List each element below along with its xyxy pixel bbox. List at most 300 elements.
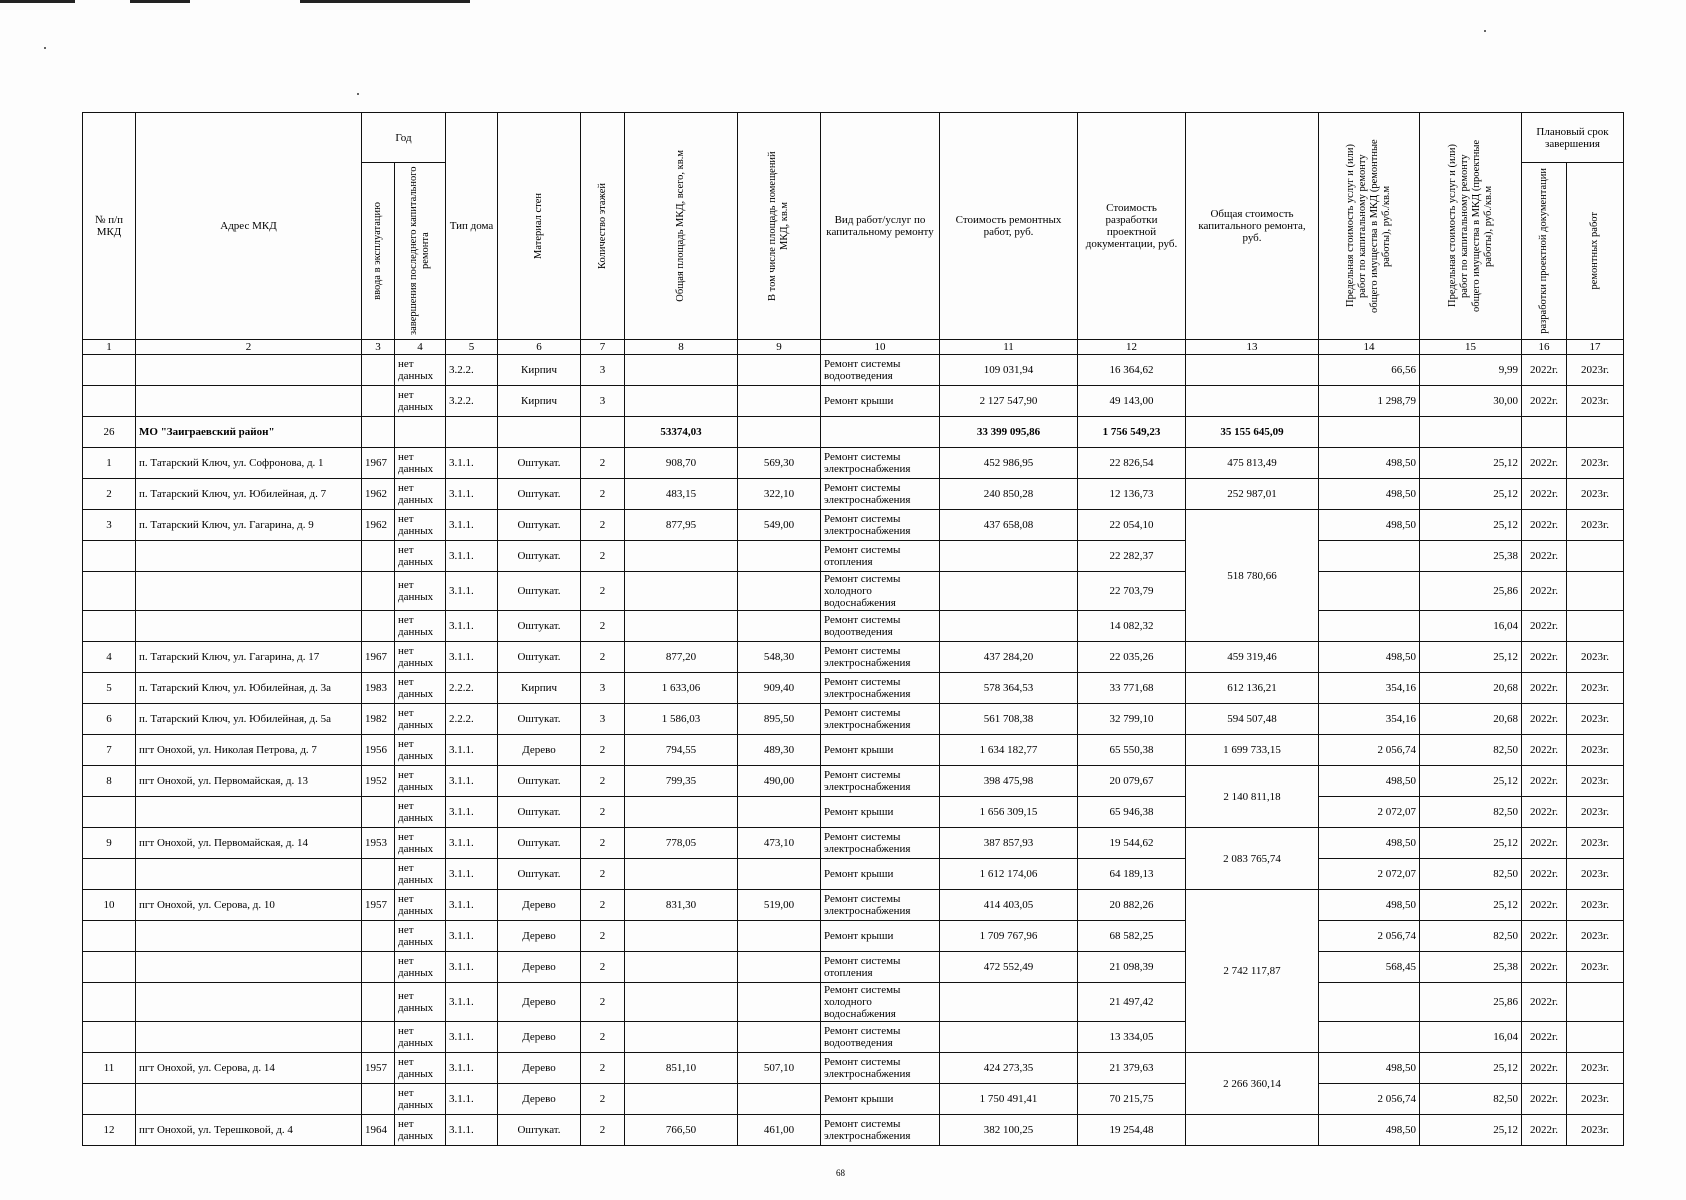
row-deadline-repair: 2023г. — [1567, 1053, 1624, 1084]
row-total-area — [625, 572, 738, 611]
table-row — [83, 921, 1624, 952]
column-number: 10 — [821, 340, 940, 355]
header-year-commissioning: ввода в эксплуатацию — [362, 163, 395, 340]
row-design-cost: 12 136,73 — [1078, 479, 1186, 510]
row-limit-repair: 498,50 — [1319, 1053, 1420, 1084]
header-premises-area: В том числе площадь помещений МКД, кв.м — [738, 113, 821, 340]
row-deadline-design: 2022г. — [1522, 1022, 1567, 1053]
row-work-type: Ремонт системы электроснабжения — [821, 828, 940, 859]
row-year-last-repair: нет данных — [395, 921, 446, 952]
row-deadline-repair: 2023г. — [1567, 448, 1624, 479]
column-number: 5 — [446, 340, 498, 355]
column-number: 9 — [738, 340, 821, 355]
row-house-type: 2.2.2. — [446, 673, 498, 704]
row-deadline-design: 2022г. — [1522, 890, 1567, 921]
row-number: 2 — [83, 479, 136, 510]
row-address — [136, 1084, 362, 1115]
row-repair-cost: 398 475,98 — [940, 766, 1078, 797]
scan-speck — [1484, 30, 1486, 32]
row-total-area: 53374,03 — [625, 417, 738, 448]
header-deadline-group: Плановый срок завершения — [1522, 113, 1624, 163]
row-floors: 2 — [581, 952, 625, 983]
row-repair-cost: 33 399 095,86 — [940, 417, 1078, 448]
table-row — [83, 735, 1624, 766]
row-number: 8 — [83, 766, 136, 797]
row-total-cost: 2 742 117,87 — [1186, 890, 1319, 1053]
row-house-type: 3.1.1. — [446, 611, 498, 642]
row-limit-repair: 354,16 — [1319, 673, 1420, 704]
column-number: 14 — [1319, 340, 1420, 355]
row-total-cost — [1186, 386, 1319, 417]
row-deadline-repair — [1567, 611, 1624, 642]
table-row — [83, 983, 1624, 1022]
row-design-cost: 16 364,62 — [1078, 355, 1186, 386]
row-work-type: Ремонт системы электроснабжения — [821, 766, 940, 797]
row-total-area: 799,35 — [625, 766, 738, 797]
row-repair-cost: 561 708,38 — [940, 704, 1078, 735]
row-floors: 2 — [581, 766, 625, 797]
row-total-area: 877,95 — [625, 510, 738, 541]
row-year-commissioned: 1962 — [362, 479, 395, 510]
row-floors: 2 — [581, 983, 625, 1022]
row-deadline-repair — [1567, 541, 1624, 572]
table-row — [83, 355, 1624, 386]
row-total-cost: 2 140 811,18 — [1186, 766, 1319, 828]
row-total-area — [625, 611, 738, 642]
row-year-last-repair: нет данных — [395, 355, 446, 386]
row-total-area — [625, 921, 738, 952]
row-limit-design: 82,50 — [1420, 797, 1522, 828]
header-limit-design: Предельная стоимость услуг и (или) работ по капитальному ремонту общего имущества в МКД (проектные работы), руб./кв.м — [1420, 113, 1522, 340]
row-total-area: 778,05 — [625, 828, 738, 859]
column-number: 16 — [1522, 340, 1567, 355]
row-deadline-repair: 2023г. — [1567, 386, 1624, 417]
row-house-type: 3.1.1. — [446, 1084, 498, 1115]
row-deadline-repair: 2023г. — [1567, 890, 1624, 921]
row-design-cost: 21 098,39 — [1078, 952, 1186, 983]
row-year-last-repair: нет данных — [395, 766, 446, 797]
row-deadline-repair: 2023г. — [1567, 704, 1624, 735]
row-work-type: Ремонт системы электроснабжения — [821, 1053, 940, 1084]
row-design-cost: 32 799,10 — [1078, 704, 1186, 735]
row-work-type: Ремонт системы электроснабжения — [821, 448, 940, 479]
row-total-cost: 475 813,49 — [1186, 448, 1319, 479]
row-floors: 2 — [581, 1084, 625, 1115]
row-floors: 3 — [581, 673, 625, 704]
row-floors: 2 — [581, 1115, 625, 1146]
scan-speck — [44, 47, 46, 49]
header-design-cost: Стоимость разработки проектной документации, руб. — [1078, 113, 1186, 340]
column-number: 2 — [136, 340, 362, 355]
row-number: 11 — [83, 1053, 136, 1084]
row-total-cost: 1 699 733,15 — [1186, 735, 1319, 766]
row-design-cost: 33 771,68 — [1078, 673, 1186, 704]
row-deadline-repair: 2023г. — [1567, 673, 1624, 704]
row-number: 1 — [83, 448, 136, 479]
row-wall-material: Кирпич — [498, 386, 581, 417]
row-house-type: 3.1.1. — [446, 952, 498, 983]
row-deadline-design: 2022г. — [1522, 510, 1567, 541]
row-wall-material: Оштукат. — [498, 448, 581, 479]
row-deadline-design: 2022г. — [1522, 673, 1567, 704]
header-year-group: Год — [362, 113, 446, 163]
column-number: 4 — [395, 340, 446, 355]
row-floors — [581, 417, 625, 448]
row-premises-area — [738, 797, 821, 828]
row-number — [83, 1022, 136, 1053]
row-work-type: Ремонт крыши — [821, 921, 940, 952]
row-deadline-repair — [1567, 572, 1624, 611]
row-limit-design: 25,12 — [1420, 510, 1522, 541]
row-year-commissioned — [362, 859, 395, 890]
row-design-cost: 22 054,10 — [1078, 510, 1186, 541]
row-year-commissioned: 1957 — [362, 890, 395, 921]
row-repair-cost — [940, 572, 1078, 611]
row-total-area — [625, 1022, 738, 1053]
row-total-area: 1 633,06 — [625, 673, 738, 704]
table-row — [83, 541, 1624, 572]
row-wall-material: Дерево — [498, 1022, 581, 1053]
row-limit-design: 16,04 — [1420, 1022, 1522, 1053]
row-wall-material: Оштукат. — [498, 828, 581, 859]
row-limit-design: 25,12 — [1420, 1053, 1522, 1084]
row-year-last-repair: нет данных — [395, 1084, 446, 1115]
row-work-type: Ремонт системы водоотведения — [821, 355, 940, 386]
row-floors: 2 — [581, 572, 625, 611]
row-house-type: 3.1.1. — [446, 1115, 498, 1146]
row-total-cost — [1186, 1115, 1319, 1146]
row-address: пгт Онохой, ул. Терешковой, д. 4 — [136, 1115, 362, 1146]
row-repair-cost — [940, 541, 1078, 572]
row-limit-repair: 2 072,07 — [1319, 859, 1420, 890]
row-design-cost: 49 143,00 — [1078, 386, 1186, 417]
row-limit-design: 25,12 — [1420, 1115, 1522, 1146]
row-address — [136, 572, 362, 611]
row-address — [136, 1022, 362, 1053]
row-limit-repair: 2 056,74 — [1319, 735, 1420, 766]
row-premises-area: 519,00 — [738, 890, 821, 921]
table-row — [83, 448, 1624, 479]
row-limit-design: 25,12 — [1420, 479, 1522, 510]
row-total-area — [625, 952, 738, 983]
row-house-type: 3.1.1. — [446, 735, 498, 766]
row-design-cost: 14 082,32 — [1078, 611, 1186, 642]
row-year-last-repair: нет данных — [395, 1053, 446, 1084]
row-deadline-design: 2022г. — [1522, 1084, 1567, 1115]
row-total-cost: 252 987,01 — [1186, 479, 1319, 510]
row-year-commissioned — [362, 797, 395, 828]
row-deadline-repair: 2023г. — [1567, 642, 1624, 673]
row-floors: 2 — [581, 510, 625, 541]
row-number: 12 — [83, 1115, 136, 1146]
row-number: 4 — [83, 642, 136, 673]
row-limit-repair — [1319, 611, 1420, 642]
row-floors: 2 — [581, 642, 625, 673]
row-repair-cost: 452 986,95 — [940, 448, 1078, 479]
row-year-commissioned — [362, 572, 395, 611]
row-wall-material: Оштукат. — [498, 859, 581, 890]
header-total-area: Общая площадь МКД, всего, кв.м — [625, 113, 738, 340]
row-deadline-repair: 2023г. — [1567, 510, 1624, 541]
row-total-area — [625, 859, 738, 890]
row-address: МО "Заиграевский район" — [136, 417, 362, 448]
column-number: 8 — [625, 340, 738, 355]
row-premises-area — [738, 921, 821, 952]
row-floors: 2 — [581, 890, 625, 921]
row-limit-repair: 498,50 — [1319, 642, 1420, 673]
row-floors: 2 — [581, 797, 625, 828]
row-design-cost: 22 703,79 — [1078, 572, 1186, 611]
row-wall-material: Оштукат. — [498, 541, 581, 572]
row-premises-area: 895,50 — [738, 704, 821, 735]
row-premises-area — [738, 355, 821, 386]
row-repair-cost: 2 127 547,90 — [940, 386, 1078, 417]
row-year-commissioned — [362, 355, 395, 386]
row-design-cost: 21 497,42 — [1078, 983, 1186, 1022]
row-limit-design: 20,68 — [1420, 673, 1522, 704]
row-design-cost: 22 826,54 — [1078, 448, 1186, 479]
row-year-last-repair: нет данных — [395, 572, 446, 611]
row-floors: 2 — [581, 448, 625, 479]
row-deadline-design: 2022г. — [1522, 921, 1567, 952]
row-address — [136, 355, 362, 386]
row-limit-repair: 354,16 — [1319, 704, 1420, 735]
row-deadline-design: 2022г. — [1522, 479, 1567, 510]
row-limit-repair: 66,56 — [1319, 355, 1420, 386]
page-number: 68 — [836, 1168, 845, 1178]
row-number: 6 — [83, 704, 136, 735]
row-year-last-repair: нет данных — [395, 828, 446, 859]
row-wall-material: Оштукат. — [498, 479, 581, 510]
column-number: 11 — [940, 340, 1078, 355]
row-address: п. Татарский Ключ, ул. Гагарина, д. 17 — [136, 642, 362, 673]
table-row — [83, 1084, 1624, 1115]
row-limit-design: 82,50 — [1420, 859, 1522, 890]
row-repair-cost: 472 552,49 — [940, 952, 1078, 983]
row-house-type: 3.1.1. — [446, 642, 498, 673]
column-number: 15 — [1420, 340, 1522, 355]
header-house-type: Тип дома — [446, 113, 498, 340]
row-house-type: 3.1.1. — [446, 828, 498, 859]
table-row — [83, 797, 1624, 828]
row-total-area: 1 586,03 — [625, 704, 738, 735]
row-work-type: Ремонт системы электроснабжения — [821, 642, 940, 673]
row-repair-cost — [940, 611, 1078, 642]
row-number: 5 — [83, 673, 136, 704]
row-address — [136, 541, 362, 572]
row-repair-cost: 1 750 491,41 — [940, 1084, 1078, 1115]
row-wall-material: Оштукат. — [498, 704, 581, 735]
row-deadline-design: 2022г. — [1522, 766, 1567, 797]
row-number — [83, 386, 136, 417]
row-repair-cost: 414 403,05 — [940, 890, 1078, 921]
row-deadline-repair: 2023г. — [1567, 921, 1624, 952]
row-wall-material: Кирпич — [498, 355, 581, 386]
row-house-type: 3.1.1. — [446, 766, 498, 797]
row-address: п. Татарский Ключ, ул. Юбилейная, д. 3а — [136, 673, 362, 704]
row-deadline-design: 2022г. — [1522, 541, 1567, 572]
row-deadline-repair: 2023г. — [1567, 1115, 1624, 1146]
row-repair-cost — [940, 1022, 1078, 1053]
row-year-last-repair: нет данных — [395, 479, 446, 510]
row-year-last-repair: нет данных — [395, 890, 446, 921]
row-premises-area: 461,00 — [738, 1115, 821, 1146]
scan-speck — [357, 93, 359, 95]
header-limit-repair: Предельная стоимость услуг и (или) работ по капитальному ремонту общего имущества в МКД (ремонтные работы), руб./кв.м — [1319, 113, 1420, 340]
scan-edge-mark — [130, 0, 190, 3]
table-row — [83, 642, 1624, 673]
row-total-cost — [1186, 355, 1319, 386]
header-floors: Количество этажей — [581, 113, 625, 340]
row-house-type: 3.1.1. — [446, 541, 498, 572]
row-limit-design: 16,04 — [1420, 611, 1522, 642]
row-number — [83, 983, 136, 1022]
row-design-cost: 20 079,67 — [1078, 766, 1186, 797]
table-row — [83, 673, 1624, 704]
row-work-type: Ремонт системы водоотведения — [821, 1022, 940, 1053]
row-work-type — [821, 417, 940, 448]
row-address — [136, 983, 362, 1022]
table-row — [83, 386, 1624, 417]
row-year-last-repair: нет данных — [395, 859, 446, 890]
row-floors: 2 — [581, 1053, 625, 1084]
row-number: 10 — [83, 890, 136, 921]
row-deadline-design: 2022г. — [1522, 386, 1567, 417]
row-deadline-repair — [1567, 983, 1624, 1022]
row-house-type: 3.1.1. — [446, 797, 498, 828]
row-floors: 2 — [581, 479, 625, 510]
row-limit-repair — [1319, 983, 1420, 1022]
row-design-cost: 22 035,26 — [1078, 642, 1186, 673]
row-limit-repair: 2 056,74 — [1319, 1084, 1420, 1115]
column-number: 3 — [362, 340, 395, 355]
row-year-last-repair: нет данных — [395, 797, 446, 828]
row-year-commissioned: 1967 — [362, 642, 395, 673]
row-design-cost: 13 334,05 — [1078, 1022, 1186, 1053]
row-floors: 3 — [581, 704, 625, 735]
row-limit-design: 25,12 — [1420, 448, 1522, 479]
row-year-last-repair: нет данных — [395, 541, 446, 572]
row-year-commissioned — [362, 1084, 395, 1115]
row-house-type: 3.1.1. — [446, 983, 498, 1022]
table-body — [83, 355, 1624, 1146]
row-wall-material: Оштукат. — [498, 572, 581, 611]
row-design-cost: 64 189,13 — [1078, 859, 1186, 890]
row-premises-area — [738, 386, 821, 417]
row-year-commissioned — [362, 1022, 395, 1053]
row-design-cost: 22 282,37 — [1078, 541, 1186, 572]
table-row — [83, 510, 1624, 541]
row-deadline-repair: 2023г. — [1567, 766, 1624, 797]
row-limit-design: 25,38 — [1420, 952, 1522, 983]
row-address: пгт Онохой, ул. Первомайская, д. 13 — [136, 766, 362, 797]
row-year-commissioned: 1964 — [362, 1115, 395, 1146]
row-address: п. Татарский Ключ, ул. Софронова, д. 1 — [136, 448, 362, 479]
row-repair-cost: 1 656 309,15 — [940, 797, 1078, 828]
row-house-type: 3.1.1. — [446, 1053, 498, 1084]
row-deadline-repair: 2023г. — [1567, 828, 1624, 859]
row-premises-area: 507,10 — [738, 1053, 821, 1084]
row-limit-repair — [1319, 541, 1420, 572]
row-work-type: Ремонт системы электроснабжения — [821, 510, 940, 541]
table-row — [83, 1115, 1624, 1146]
row-limit-repair: 2 072,07 — [1319, 797, 1420, 828]
header-deadline-design: разработки проектной документации — [1522, 163, 1567, 340]
row-number — [83, 952, 136, 983]
row-year-commissioned: 1962 — [362, 510, 395, 541]
row-premises-area: 548,30 — [738, 642, 821, 673]
row-repair-cost: 424 273,35 — [940, 1053, 1078, 1084]
row-limit-repair: 2 056,74 — [1319, 921, 1420, 952]
row-limit-design: 20,68 — [1420, 704, 1522, 735]
row-total-area: 483,15 — [625, 479, 738, 510]
row-number — [83, 859, 136, 890]
row-house-type: 3.1.1. — [446, 479, 498, 510]
row-repair-cost: 387 857,93 — [940, 828, 1078, 859]
row-year-last-repair: нет данных — [395, 386, 446, 417]
row-design-cost: 65 550,38 — [1078, 735, 1186, 766]
row-house-type: 3.1.1. — [446, 1022, 498, 1053]
row-house-type: 3.1.1. — [446, 921, 498, 952]
row-limit-repair: 498,50 — [1319, 890, 1420, 921]
row-premises-area: 490,00 — [738, 766, 821, 797]
row-premises-area — [738, 952, 821, 983]
row-premises-area — [738, 417, 821, 448]
row-year-commissioned: 1953 — [362, 828, 395, 859]
row-limit-design: 25,86 — [1420, 983, 1522, 1022]
row-address — [136, 859, 362, 890]
row-address: пгт Онохой, ул. Николая Петрова, д. 7 — [136, 735, 362, 766]
row-total-cost: 459 319,46 — [1186, 642, 1319, 673]
row-premises-area: 489,30 — [738, 735, 821, 766]
row-wall-material: Оштукат. — [498, 611, 581, 642]
row-premises-area — [738, 1084, 821, 1115]
row-deadline-design: 2022г. — [1522, 1115, 1567, 1146]
header-year-last-repair: завершения последнего капитального ремонта — [395, 163, 446, 340]
row-design-cost: 1 756 549,23 — [1078, 417, 1186, 448]
row-number — [83, 1084, 136, 1115]
row-wall-material: Оштукат. — [498, 1115, 581, 1146]
row-deadline-design: 2022г. — [1522, 704, 1567, 735]
row-wall-material: Оштукат. — [498, 766, 581, 797]
row-premises-area: 909,40 — [738, 673, 821, 704]
row-year-last-repair: нет данных — [395, 673, 446, 704]
row-deadline-design: 2022г. — [1522, 735, 1567, 766]
row-total-area — [625, 386, 738, 417]
row-year-last-repair: нет данных — [395, 611, 446, 642]
row-deadline-design: 2022г. — [1522, 572, 1567, 611]
row-wall-material: Оштукат. — [498, 797, 581, 828]
row-limit-design: 25,12 — [1420, 766, 1522, 797]
row-year-last-repair: нет данных — [395, 510, 446, 541]
row-year-commissioned: 1983 — [362, 673, 395, 704]
row-wall-material: Кирпич — [498, 673, 581, 704]
row-limit-repair: 498,50 — [1319, 828, 1420, 859]
row-limit-design: 82,50 — [1420, 921, 1522, 952]
row-repair-cost: 578 364,53 — [940, 673, 1078, 704]
table-row — [83, 890, 1624, 921]
row-design-cost: 20 882,26 — [1078, 890, 1186, 921]
row-year-commissioned: 1956 — [362, 735, 395, 766]
row-total-area: 908,70 — [625, 448, 738, 479]
row-year-last-repair: нет данных — [395, 735, 446, 766]
table-row — [83, 479, 1624, 510]
row-repair-cost: 1 612 174,06 — [940, 859, 1078, 890]
row-wall-material: Дерево — [498, 735, 581, 766]
row-design-cost: 70 215,75 — [1078, 1084, 1186, 1115]
row-premises-area: 473,10 — [738, 828, 821, 859]
row-design-cost: 21 379,63 — [1078, 1053, 1186, 1084]
